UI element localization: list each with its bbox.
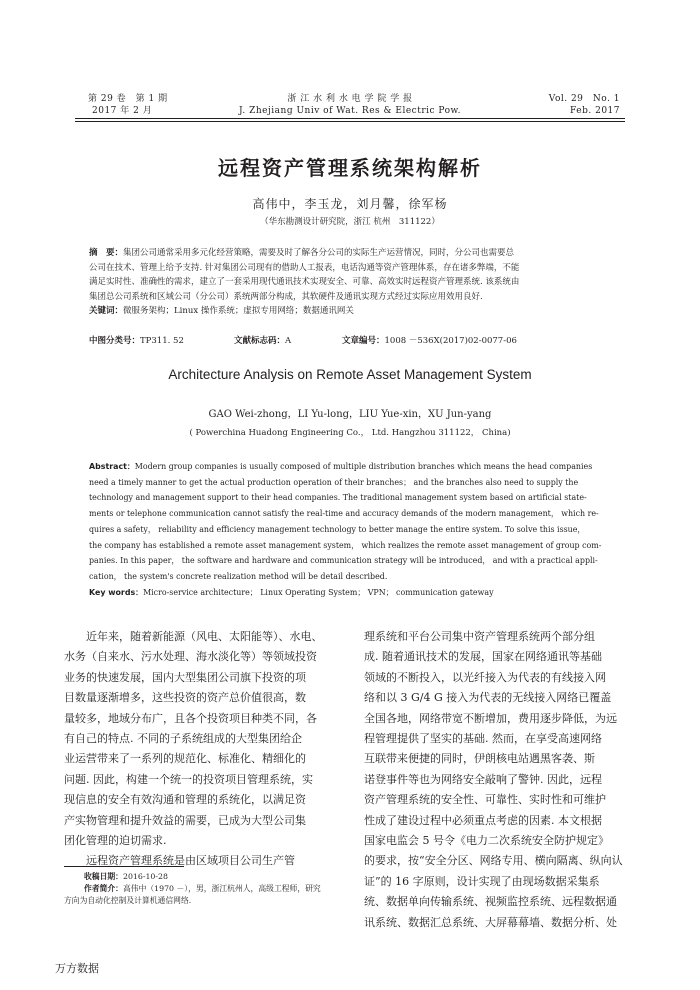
abstract-en-line: the company has established a remote asset management system， which realizes the remote asset management of group com-	[89, 540, 602, 550]
clc-number: 中图分类号：TP311. 52	[89, 336, 184, 346]
body-line: 理系统和平台公司集中资产管理系统两个部分组	[364, 630, 595, 643]
journal-name-en: J. Zhejiang Univ of Wat. Res & Electric Pow.	[238, 106, 462, 116]
footnote	[64, 871, 349, 907]
journal-volume-en: Vol. 29 No. 1	[548, 94, 620, 104]
body-line: 程管理提供了坚实的基础. 然而，在享受高速网络	[364, 732, 602, 746]
affiliation-zh: （华东勘测设计研究院，浙江 杭州 311122）	[260, 217, 440, 227]
abstract-en-line: ments or telephone communication cannot satisfy the real-time and accuracy demands of the modern management， which re-	[89, 509, 599, 519]
body-line: 产实物管理和提升效益的需要，已成为大型公司集	[64, 813, 306, 827]
body-line: 国家电监会 5 号令《电力二次系统安全防护规定》	[364, 834, 609, 848]
abstract-en	[89, 459, 611, 600]
author-bio: 作者简介：高伟中（1970 －），男，浙江杭州人，高级工程师，研究	[84, 884, 321, 893]
body-line: 性成了建设过程中必须重点考虑的因素. 本文根据	[364, 813, 602, 827]
abstract-en-label: Abstract：	[89, 462, 135, 471]
keywords-en-label: Key words：	[89, 587, 144, 597]
document-code: 文献标志码：A	[234, 336, 292, 346]
abstract-en-line: need a timely manner to get the actual production operation of their branches； and the branches also need to supply the	[89, 477, 579, 487]
body-line: 证”的 16 字原则，设计实现了由现场数据采集系	[364, 874, 600, 888]
body-line: 目数量逐渐增多，这些投资的资产总价值很高，数	[64, 691, 306, 705]
abstract-en-line: cation， the system's concrete realization method will be detail described.	[89, 571, 388, 581]
body-line: 近年来，随着新能源（风电、太阳能等）、水电、	[64, 630, 323, 643]
body-line: 业务的快速发展，国内大型集团公司旗下投资的项	[64, 670, 306, 684]
abstract-zh	[89, 246, 611, 319]
keywords-en: Key words：Micro-service architecture； Linux Operating System； VPN； communication gateway	[89, 587, 494, 597]
body-line: 成. 随着通讯技术的发展，国家在网络通讯等基础	[364, 650, 602, 664]
body-line: 统、数据单向传输系统、视频监控系统、远程数据通	[364, 895, 617, 909]
abstract-en-line: Abstract：Modern group companies is usually composed of multiple distribution branches which means the head companies	[89, 462, 593, 471]
body-line: 的要求，按“安全分区、网络专用、横向隔离、纵向认	[364, 854, 623, 868]
abstract-zh-line: 公司在技术、管理上给予支持. 针对集团公司现有的借助人工报表，电话沟通等资产管理体系，存在诸多弊端，不能	[89, 262, 520, 273]
watermark-wanfang: 万方数据	[55, 962, 99, 975]
header-right	[549, 93, 620, 117]
header-rule-thick	[75, 118, 625, 119]
body-line: 业运营带来了一系列的规范化、标准化、精细化的	[64, 752, 306, 766]
body-line: 量较多，地域分布广，且各个投资项目种类不同，各	[64, 711, 317, 725]
received-date: 收稿日期：2016-10-28	[84, 872, 168, 881]
body-column-right	[364, 627, 636, 933]
body-line: 团化管理的迫切需求.	[64, 834, 167, 848]
body-line: 互联带来便捷的同时，伊朗核电站遇黑客袭、斯	[364, 752, 595, 766]
body-line: 现信息的安全有效沟通和管理的系统化，以满足资	[64, 793, 306, 807]
abstract-zh-line: 集团总公司系统和区域公司（分公司）系统两部分构成，其软硬件及通讯实现方式经过实际应用效用良好.	[89, 291, 483, 302]
body-line: 全国各地，网络带宽不断增加，费用逐步降低，为远	[364, 711, 617, 725]
abstract-en-line: panies. In this paper， the software and hardware and communication strategy will be introduced， and with a practical appli-	[89, 556, 598, 566]
footnote-rule	[64, 866, 184, 867]
paper-title-zh: 远程资产管理系统架构解析	[218, 156, 482, 180]
header-rule-thin	[75, 121, 625, 122]
abstract-zh-line: 满足实时性、准确性的需求，建立了一套采用现代通讯技术实现安全、可靠、高效实时远程资产管理系统. 该系统由	[89, 277, 520, 288]
body-line: 资产管理系统的安全性、可靠性、实时性和可维护	[364, 793, 606, 807]
body-line: 水务（自来水、污水处理、海水淡化等）等领域投资	[64, 650, 317, 664]
keywords-zh: 关键词：微服务架构；Linux 操作系统；虚拟专用网络；数据通讯网关	[89, 306, 354, 317]
journal-name-zh: 浙 江 水 利 水 电 学 院 学 报	[287, 94, 413, 104]
article-number: 文章编号：1008 －536X(2017)02-0077-06	[342, 336, 517, 346]
keywords-zh-label: 关键词：	[89, 306, 124, 317]
paper-title-en: Architecture Analysis on Remote Asset Management System	[168, 367, 532, 382]
abstract-en-line: technology and management support to their head companies. The traditional management system based on artificial state-	[89, 493, 587, 503]
abstract-en-line: quires a safety， reliability and efficiency management technology to better manage the entire system. To solve this issue，	[89, 524, 586, 534]
body-line: 诺登事件等也为网络安全敲响了警钟. 因此，远程	[364, 772, 602, 786]
abstract-zh-label: 摘 要：	[89, 248, 124, 258]
body-column-left	[64, 627, 349, 872]
author-bio-cont: 方向为自动化控制及计算机通信网络.	[64, 896, 192, 905]
journal-date-zh: 2017 年 2 月	[92, 106, 153, 116]
body-line: 络和以 3 G/4 G 接入为代表的无线接入网络已覆盖	[364, 691, 612, 705]
body-line: 远程资产管理系统是由区域项目公司生产管	[64, 854, 295, 868]
body-line: 领域的不断投入，以光纤接入为代表的有线接入网	[364, 670, 606, 684]
authors-zh: 高伟中，李玉龙，刘月馨，徐军杨	[252, 197, 448, 211]
abstract-zh-line: 摘 要：集团公司通常采用多元化经营策略，需要及时了解各分公司的实际生产运营情况，同时，分公司也需要总	[89, 248, 515, 258]
body-line: 讯系统、数据汇总系统、大屏幕幕墙、数据分析、处	[364, 915, 617, 929]
body-line: 有自己的特点. 不同的子系统组成的大型集团给企	[64, 732, 302, 746]
authors-en: GAO Wei-zhong，LI Yu-long，LIU Yue-xin，XU Jun-yang	[208, 409, 492, 420]
affiliation-en: ( Powerchina Huadong Engineering Co.， Ltd. Hangzhou 311122， China)	[189, 428, 511, 438]
body-line: 问题. 因此，构建一个统一的投资项目管理系统，实	[64, 772, 313, 786]
journal-volume-issue: 第 29 卷 第 1 期	[88, 94, 168, 104]
journal-date-en: Feb. 2017	[570, 106, 620, 116]
